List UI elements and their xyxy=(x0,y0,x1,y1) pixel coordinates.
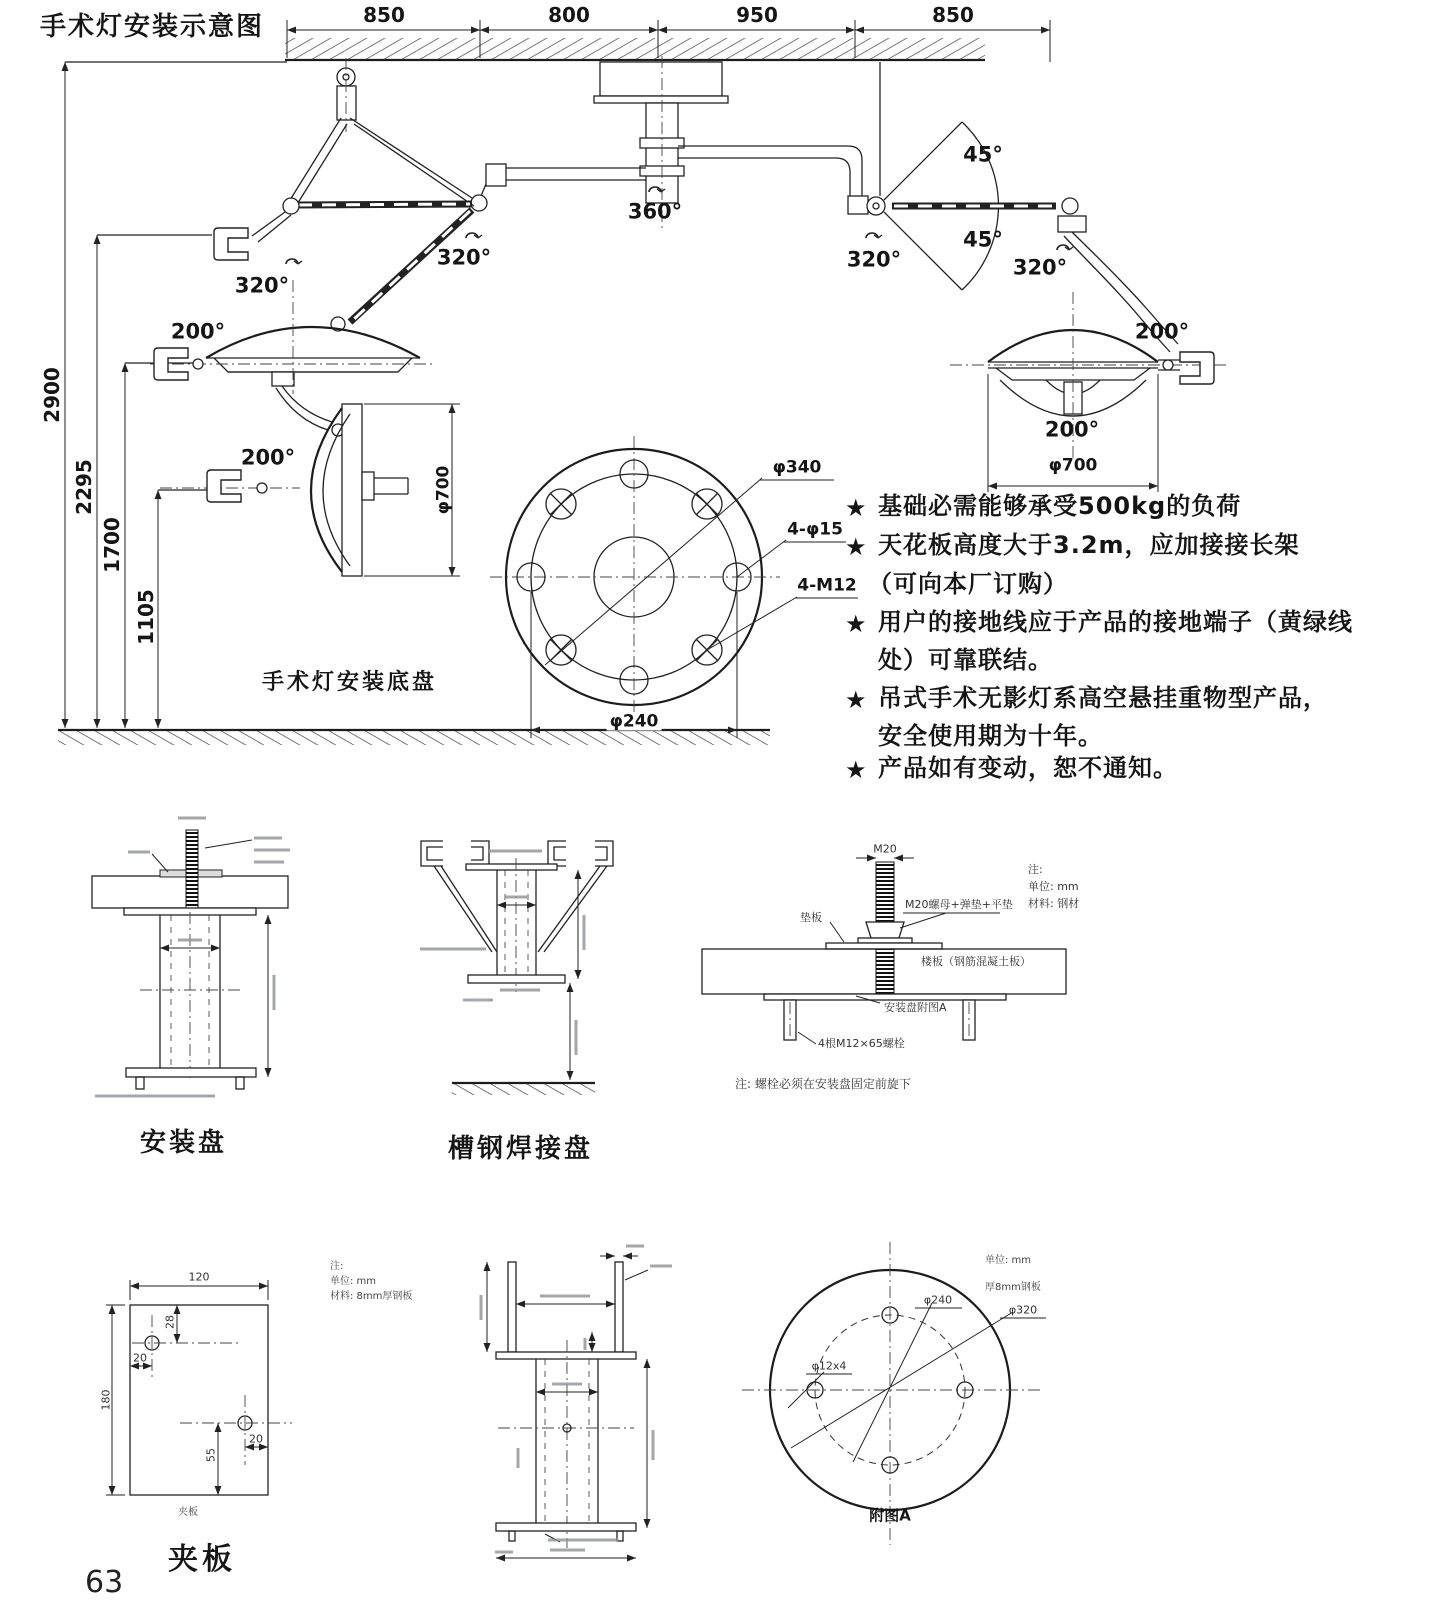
m20-label: M20 xyxy=(873,842,897,856)
dim-950: 950 xyxy=(736,3,778,27)
note-3b: 处）可靠联结。 xyxy=(878,646,1053,674)
angle-200-right-upper: 200° xyxy=(1134,319,1190,344)
pad-label: 垫板 xyxy=(800,911,822,924)
plate-ref-label: 安装盘附图A xyxy=(884,1001,947,1014)
angle-320-right-lamp: 320° xyxy=(1012,255,1068,280)
detail-note-1: 注: xyxy=(1028,863,1043,876)
dim-850-1: 850 xyxy=(363,3,405,27)
star-4: ★ xyxy=(845,686,868,714)
dim-1105: 1105 xyxy=(134,589,158,645)
figa-label: 附图A xyxy=(869,1506,911,1525)
clamp-note-3: 材料: 8mm厚钢板 xyxy=(330,1291,413,1302)
note-2b: （可向本厂订购） xyxy=(868,570,1068,598)
slab-label: 楼板（钢筋混凝土板） xyxy=(918,956,1034,967)
plate-dia-240: φ240 xyxy=(607,714,662,731)
plate-holes-m12: 4-M12 xyxy=(797,575,857,596)
arm-to-lower-lamp xyxy=(276,386,344,436)
angle-45-top: 45° xyxy=(963,142,1003,167)
install-plate-diagram xyxy=(92,818,290,1096)
install-plate-label: 安装盘 xyxy=(140,1128,228,1158)
figa-note-1: 单位: mm xyxy=(985,1255,1032,1266)
bolt-detail-diagram xyxy=(702,858,1066,1044)
clamp-note-2: 单位: mm xyxy=(330,1276,377,1287)
detail-bottom-note: 注: 螺栓必须在安装盘固定前旋下 xyxy=(735,1077,911,1091)
note-4: 吊式手术无影灯系高空悬挂重物型产品， xyxy=(878,684,1328,712)
page-title: 手术灯安装示意图 xyxy=(40,12,265,42)
figa-note-2: 厚8mm钢板 xyxy=(985,1282,1041,1293)
angle-200-left-upper: 200° xyxy=(170,319,226,344)
clamp-dim-20-right: 20 xyxy=(249,1432,263,1446)
dim-800: 800 xyxy=(548,3,590,27)
channel-plate-diagram xyxy=(420,841,613,1095)
clamp-dim-28: 28 xyxy=(163,1315,177,1329)
note-2: 天花板高度大于3.2m，应加接接长架 xyxy=(878,531,1300,559)
left-spring-arm xyxy=(214,58,474,264)
dia-700-right: φ700 xyxy=(1048,455,1098,476)
plate-dia-340: φ340 xyxy=(772,457,822,478)
note-4b: 安全使用期为十年。 xyxy=(878,722,1103,750)
dim-850-2: 850 xyxy=(932,3,974,27)
angle-200-right-lower: 200° xyxy=(1044,417,1100,442)
dim-2295: 2295 xyxy=(72,459,96,515)
clamp-dim-180: 180 xyxy=(99,1389,113,1411)
dim-2900: 2900 xyxy=(40,367,64,423)
star-3: ★ xyxy=(845,610,868,638)
clamp-note-1: 注: xyxy=(330,1261,344,1272)
detail-note-2: 单位: mm xyxy=(1028,880,1079,893)
left-upper-arm xyxy=(466,164,646,238)
clamp-dim-55: 55 xyxy=(204,1448,218,1462)
figa-dia-320: φ320 xyxy=(1008,1303,1038,1317)
angle-360: 360° xyxy=(627,199,683,224)
figa-dia-240: φ240 xyxy=(923,1293,953,1307)
star-5: ★ xyxy=(845,756,868,784)
angle-320-left-lamp: 320° xyxy=(234,273,290,298)
clamp-dim-120: 120 xyxy=(188,1270,210,1284)
clamp-dim-20-left: 20 xyxy=(133,1351,147,1365)
channel-plate-label: 槽钢焊接盘 xyxy=(448,1134,594,1164)
base-plate-label: 手术灯安装底盘 xyxy=(262,670,438,695)
page-number: 63 xyxy=(85,1565,124,1600)
note-3: 用户的接地线应于产品的接地端子（黄绿线 xyxy=(878,608,1353,636)
note-5: 产品如有变动，恕不通知。 xyxy=(878,754,1178,782)
clamp-plate-diagram xyxy=(106,1280,292,1495)
plate-holes-15: 4-φ15 xyxy=(787,519,843,540)
dim-1700: 1700 xyxy=(100,517,124,573)
angle-200-left-lower: 200° xyxy=(240,445,296,470)
dia-700-left: φ700 xyxy=(433,465,454,515)
clamp-label-small: 夹板 xyxy=(178,1507,198,1518)
note-1: 基础必需能够承受500kg的负荷 xyxy=(878,492,1242,520)
detail-note-3: 材料: 钢材 xyxy=(1028,897,1080,910)
angle-45-bottom: 45° xyxy=(963,227,1003,252)
bolts-label: 4根M12×65螺栓 xyxy=(818,1037,905,1050)
angle-320-right-joint: 320° xyxy=(846,247,902,272)
nut-label: M20螺母+弹垫+平垫 xyxy=(905,898,1013,911)
clamp-label: 夹板 xyxy=(168,1542,236,1577)
angle-320-left-joint: 320° xyxy=(436,245,492,270)
extension-column-diagram xyxy=(481,1246,672,1558)
figa-holes: φ12x4 xyxy=(811,1359,847,1373)
star-2: ★ xyxy=(845,533,868,561)
star-1: ★ xyxy=(845,494,868,522)
